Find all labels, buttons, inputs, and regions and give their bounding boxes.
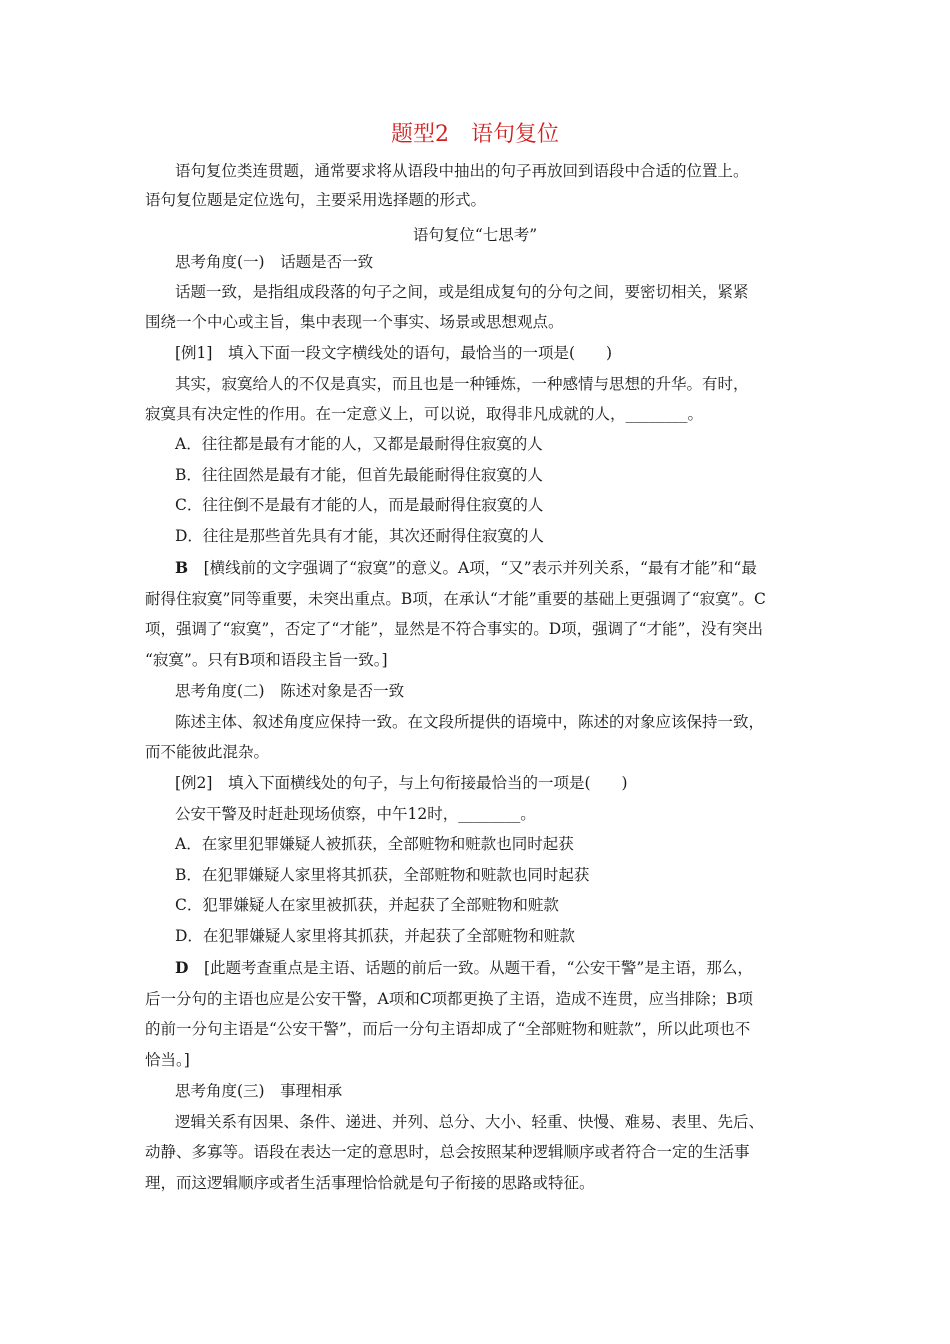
example1-answer-text: [横线前的文字强调了“寂寞”的意义。A项，“又”表示并列关系，“最有才能”和“最 [188, 559, 757, 577]
section2-heading: 思考角度(二) 陈述对象是否一致 [175, 682, 405, 700]
example2-option-d: D．在犯罪嫌疑人家里将其抓获，并起获了全部赃物和赃款 [175, 927, 575, 945]
example2-option-a: A．在家里犯罪嫌疑人被抓获，全部赃物和赃款也同时起获 [175, 835, 574, 853]
section2-desc-2: 而不能彼此混杂。 [145, 743, 270, 761]
section2-desc-1: 陈述主体、叙述角度应保持一致。在文段所提供的语境中，陈述的对象应该保持一致， [175, 713, 765, 731]
example1-answer-line-2: 耐得住寂寞”同等重要，未突出重点。B项，在承认“才能”重要的基础上更强调了“寂寞”。C [145, 590, 766, 608]
example1-option-a: A．往往都是最有才能的人，又都是最耐得住寂寞的人 [175, 435, 543, 453]
example1-passage-1: 其实，寂寞给人的不仅是真实，而且也是一种锤炼，一种感情与思想的升华。有时， [175, 375, 749, 393]
example2-option-c: C．犯罪嫌疑人在家里被抓获，并起获了全部赃物和赃款 [175, 896, 559, 914]
page-title: 题型2 语句复位 [391, 122, 559, 147]
example1-answer-line-1 [175, 557, 757, 579]
example2-answer-line-2: 后一分句的主语也应是公安干警，A项和C项都更换了主语，造成不连贯，应当排除；B项 [145, 990, 753, 1008]
section3-desc-3: 理，而这逻辑顺序或者生活事理恰恰就是句子衔接的思路或特征。 [145, 1174, 595, 1192]
intro-line-2: 语句复位题是定位选句，主要采用选择题的形式。 [145, 191, 487, 209]
intro-line-1: 语句复位类连贯题，通常要求将从语段中抽出的句子再放回到语段中合适的位置上。 [175, 162, 749, 180]
subtitle: 语句复位“七思考” [412, 226, 538, 244]
example1-answer-letter: B [175, 558, 189, 577]
example1-option-d: D．往往是那些首先具有才能，其次还耐得住寂寞的人 [175, 527, 544, 545]
example1-question: [例1] 填入下面一段文字横线处的语句，最恰当的一项是( ) [175, 344, 613, 362]
section1-desc-2: 围绕一个中心或主旨，集中表现一个事实、场景或思想观点。 [145, 313, 564, 331]
example1-passage-2: 寂寞具有决定性的作用。在一定意义上，可以说，取得非凡成就的人，________。 [145, 405, 704, 423]
example2-answer-line-1 [175, 957, 753, 979]
example1-option-c: C．往往倒不是最有才能的人，而是最耐得住寂寞的人 [175, 496, 544, 514]
section1-desc-1: 话题一致，是指组成段落的句子之间，或是组成复句的分句之间，要密切相关，紧紧 [175, 283, 749, 301]
example2-answer-line-4: 恰当。] [145, 1051, 190, 1069]
section3-heading: 思考角度(三) 事理相承 [175, 1082, 343, 1100]
example2-question: [例2] 填入下面横线处的句子，与上句衔接最恰当的一项是( ) [175, 774, 628, 792]
section3-desc-2: 动静、多寡等。语段在表达一定的意思时，总会按照某种逻辑顺序或者符合一定的生活事 [145, 1143, 750, 1161]
example1-option-b: B．往往固然是最有才能，但首先最能耐得住寂寞的人 [175, 466, 543, 484]
example2-answer-letter: D [175, 958, 189, 977]
example2-option-b: B．在犯罪嫌疑人家里将其抓获，全部赃物和赃款也同时起获 [175, 866, 590, 884]
example1-answer-line-3: 项，强调了“寂寞”，否定了“才能”，显然是不符合事实的。D项，强调了“才能”，没有突出 [145, 620, 763, 638]
example2-answer-text: [此题考查重点是主语、话题的前后一致。从题干看，“公安干警”是主语，那么， [188, 959, 753, 977]
example1-answer-line-4: “寂寞”。只有B项和语段主旨一致。] [145, 651, 388, 669]
example2-passage-1: 公安干警及时赶赴现场侦察，中午12时，________。 [175, 805, 536, 823]
example2-answer-line-3: 的前一分句主语是“公安干警”，而后一分句主语却成了“全部赃物和赃款”，所以此项也不 [145, 1020, 751, 1038]
section3-desc-1: 逻辑关系有因果、条件、递进、并列、总分、大小、轻重、快慢、难易、表里、先后、 [175, 1113, 765, 1131]
section1-heading: 思考角度(一) 话题是否一致 [175, 253, 374, 271]
